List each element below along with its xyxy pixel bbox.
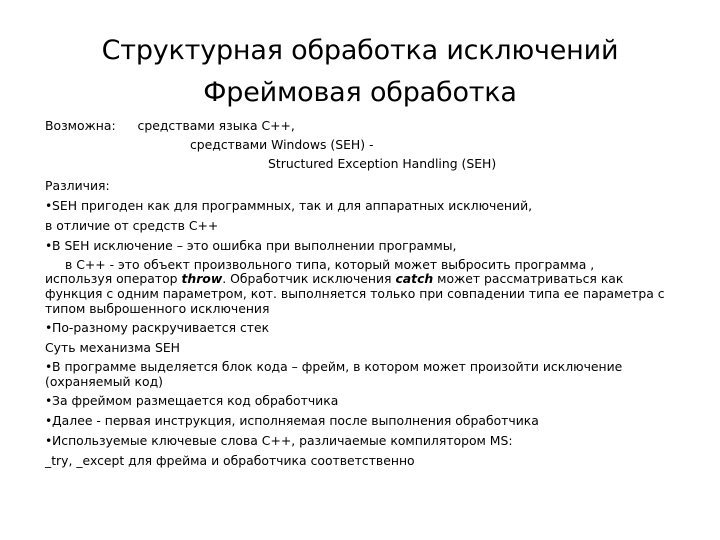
bullet-dot: • bbox=[45, 413, 53, 428]
mechanism-heading: Суть механизма SEH bbox=[45, 340, 180, 355]
differences-bullet-1: •SEH пригоден как для программных, так и для аппаратных исключений, bbox=[45, 198, 533, 213]
differences-bullet-3: •По-разному раскручивается стек bbox=[45, 320, 270, 335]
intro-item-seh-full: Structured Exception Handling (SEH) bbox=[268, 156, 497, 171]
differences-bullet-2-cont-a: в С++ - это объект произвольного типа, который может выбросить программа , bbox=[65, 257, 595, 272]
mechanism-bullet-1: •В программе выделяется блок кода – фрейм, в котором может произойти исключение bbox=[45, 359, 623, 374]
differences-bullet-1-cont: в отличие от средств С++ bbox=[45, 218, 219, 233]
mechanism-bullet-2: •За фреймом размещается код обработчика bbox=[45, 393, 339, 408]
mechanism-bullet-1-cont: (охраняемый код) bbox=[45, 374, 163, 389]
differences-bullet-2-cont-d: типом выброшенного исключения bbox=[45, 301, 270, 316]
bullet-dot: • bbox=[45, 433, 53, 448]
intro-item-seh: средствами Windows (SEH) - bbox=[190, 137, 374, 152]
title-line-2: Фреймовая обработка bbox=[203, 77, 517, 108]
keyword-throw: throw bbox=[181, 271, 223, 286]
mechanism-bullet-3: •Далее - первая инструкция, исполняемая после выполнения обработчика bbox=[45, 413, 539, 428]
mechanism-bullet-4: •Используемые ключевые слова С++, различаемые компилятором MS: bbox=[45, 433, 513, 448]
differences-bullet-2: •В SEH исключение – это ошибка при выполнении программы, bbox=[45, 238, 457, 253]
mechanism-bullet-4-cont: _try, _except для фрейма и обработчика соответственно bbox=[45, 453, 415, 468]
intro-line bbox=[45, 118, 295, 133]
keyword-catch: catch bbox=[395, 271, 434, 286]
bullet-dot: • bbox=[45, 393, 53, 408]
differences-heading: Различия: bbox=[45, 178, 110, 193]
bullet-dot: • bbox=[45, 198, 53, 213]
slide-title bbox=[40, 30, 680, 114]
bullet-dot: • bbox=[45, 238, 53, 253]
title-line-1: Структурная обработка исключений bbox=[101, 35, 619, 66]
differences-bullet-2-cont-c: функция с одним параметром, кот. выполняется только при совпадении типа ее параметра с bbox=[45, 286, 665, 301]
bullet-dot: • bbox=[45, 320, 53, 335]
bullet-dot: • bbox=[45, 359, 53, 374]
intro-label: Возможна: bbox=[45, 118, 116, 133]
intro-item-cpp: средствами языка С++, bbox=[137, 118, 295, 133]
differences-bullet-2-cont-b: используя оператор throw. Обработчик исключения catch может рассматриваться как bbox=[45, 271, 624, 286]
